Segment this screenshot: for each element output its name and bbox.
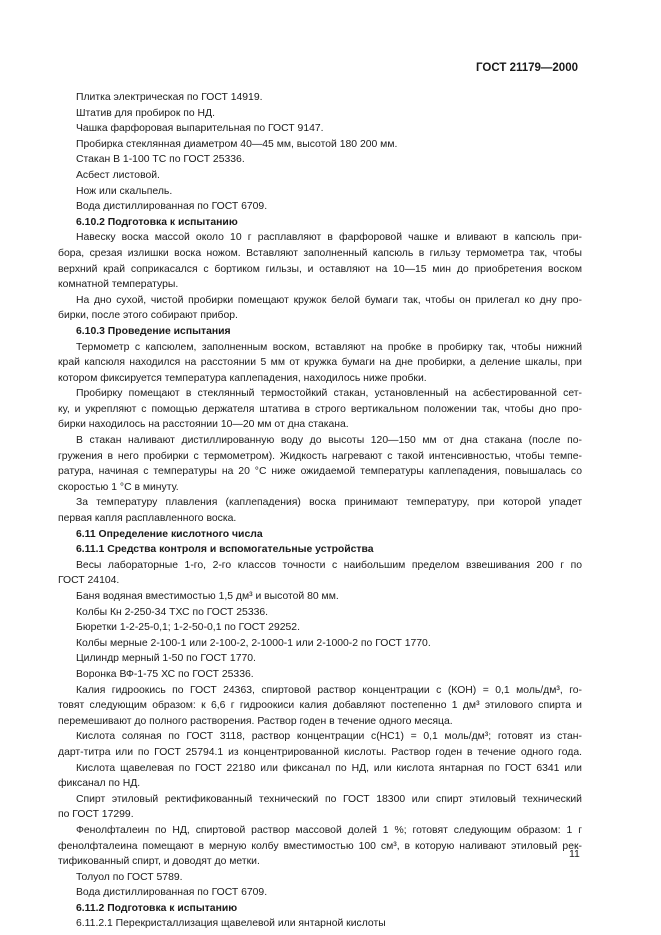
text-line: бирки, после этого собирают прибор. [58,310,238,322]
text-line: На дно сухой, чистой пробирки помещают кружок белой бумаги так, чтобы он прилегал ко дну про- [76,294,582,306]
text-line: Вода дистиллированная по ГОСТ 6709. [76,887,268,899]
text-line: Термометр с капсюлем, заполненным воском, вставляют на пробке в пробирку так, чтобы нижний [76,341,582,353]
text-line: Колбы мерные 2-100-1 или 2-100-2, 2-1000-1 или 2-1000-2 по ГОСТ 1770. [76,637,431,649]
text-line: Кислота соляная по ГОСТ 3118, раствор концентрации с(НС1) = 0,1 моль/дм³; готовят из стан- [76,731,582,743]
text-line: Цилиндр мерный 1-50 по ГОСТ 1770. [76,653,256,665]
section-heading: 6.11 Определение кислотного числа [76,528,263,540]
text-line: ратура, начиная с температуры на 20 °С ниже ожидаемой температуры каплепадения, повышалась со [58,466,582,478]
text-line: товят следующим образом: к 6,6 г гидроокиси калия добавляют постепенно 1 дм³ этилового спирта и [58,700,582,712]
text-line: Вода дистиллированная по ГОСТ 6709. [76,201,268,213]
text-line: котором фиксируется температура каплепадения, находилось ниже пробки. [58,372,427,384]
text-line: Весы лабораторные 1-го, 2-го классов точности с наибольшим пределом взвешивания 200 г по [76,559,582,571]
body-text [58,90,582,932]
section-heading: 6.11.1 Средства контроля и вспомогательные устройства [76,544,374,556]
text-line: бора, срезая излишки воска ножом. Вставляют заполненный капсюль в гильзу термометра так, чтобы [58,247,582,259]
text-line: За температуру плавления (каплепадения) воска принимают температуру, при которой упадет [76,497,582,509]
text-line: Спирт этиловый ректификованный технический по ГОСТ 18300 или спирт этиловый технический [76,793,582,805]
text-line: верхний край соприкасался с бортиком гильзы, и оставляют на 10—15 мин до приобретения воском [58,263,582,275]
text-line: ГОСТ 24104. [58,575,120,587]
text-line: Стакан В 1-100 ТС по ГОСТ 25336. [76,154,245,166]
text-line: 6.11.2.1 Перекристаллизация щавелевой или янтарной кислоты [76,918,386,930]
text-line: Калия гидроокись по ГОСТ 24363, спиртовой раствор концентрации с (КОН) = 0,1 моль/дм³, го- [76,684,582,696]
text-line: Бюретки 1-2-25-0,1; 1-2-50-0,1 по ГОСТ 29252. [76,622,300,634]
text-line: Колбы Кн 2-250-34 ТХС по ГОСТ 25336. [76,606,269,618]
text-line: Навеску воска массой около 10 г расплавляют в фарфоровой чашке и вливают в капсюль при- [76,232,582,244]
text-line: Пробирка стеклянная диаметром 40—45 мм, высотой 180 200 мм. [76,138,398,150]
text-line: Чашка фарфоровая выпарительная по ГОСТ 9147. [76,123,324,135]
text-line: Плитка электрическая по ГОСТ 14919. [76,92,263,103]
section-heading: 6.10.2 Подготовка к испытанию [76,216,238,228]
text-line: Штатив для пробирок по НД. [76,107,215,119]
text-line: ку, и укрепляют с помощью держателя штатива в строго вертикальном положении так, чтобы дно про- [58,403,582,415]
section-heading: 6.11.2 Подготовка к испытанию [76,902,238,914]
text-line: В стакан наливают дистиллированную воду до высоты 120—150 мм от дна стакана (после по- [76,435,582,447]
text-line: Толуол по ГОСТ 5789. [76,871,183,883]
standard-header: ГОСТ 21179—2000 [476,62,578,74]
text-line: бирки находилось на расстоянии 10—20 мм от дна стакана. [58,419,349,431]
text-line: фенолфталеина помещают в мерную колбу вместимостью 100 см³, в которую наливают этиловый рек- [58,840,582,852]
section-heading: 6.10.3 Проведение испытания [76,325,231,337]
text-line: перемешивают до полного растворения. Раствор годен в течение одного месяца. [58,715,453,727]
text-line: первая капля расплавленного воска. [58,513,237,525]
text-line: тификованный спирт, и доводят до метки. [58,856,260,868]
text-line: скоростью 1 °С в минуту. [58,481,179,493]
text-line: комнатной температуры. [58,279,179,291]
text-line: фиксанал по НД. [58,778,141,790]
page-number: 11 [569,848,580,860]
text-line: Нож или скальпель. [76,185,173,197]
text-line: Баня водяная вместимостью 1,5 дм³ и высотой 80 мм. [76,591,339,602]
text-line: край капсюля находился на расстоянии 5 мм от кружка бумаги на дне пробирки, а деление шкалы, при [58,357,582,369]
text-line: гружения в него пробирки с термометром). Жидкость нагревают с такой интенсивностью, чтобы темпе- [58,450,582,462]
text-line: по ГОСТ 17299. [58,809,134,821]
text-line: Фенолфталеин по НД, спиртовой раствор массовой долей 1 %; готовят следующим образом: 1 г [76,824,582,836]
text-line: Воронка ВФ-1-75 ХС по ГОСТ 25336. [76,668,254,680]
text-line: Асбест листовой. [76,169,160,181]
text-line: Пробирку помещают в стеклянный термостойкий стакан, установленный на асбестированной сет- [76,388,582,400]
text-line: дарт-титра или по ГОСТ 25794.1 из концентрированной кислоты. Раствор годен в течение одного года. [58,746,582,758]
text-line: Кислота щавелевая по ГОСТ 22180 или фиксанал по НД, или кислота янтарная по ГОСТ 6341 или [76,762,582,774]
